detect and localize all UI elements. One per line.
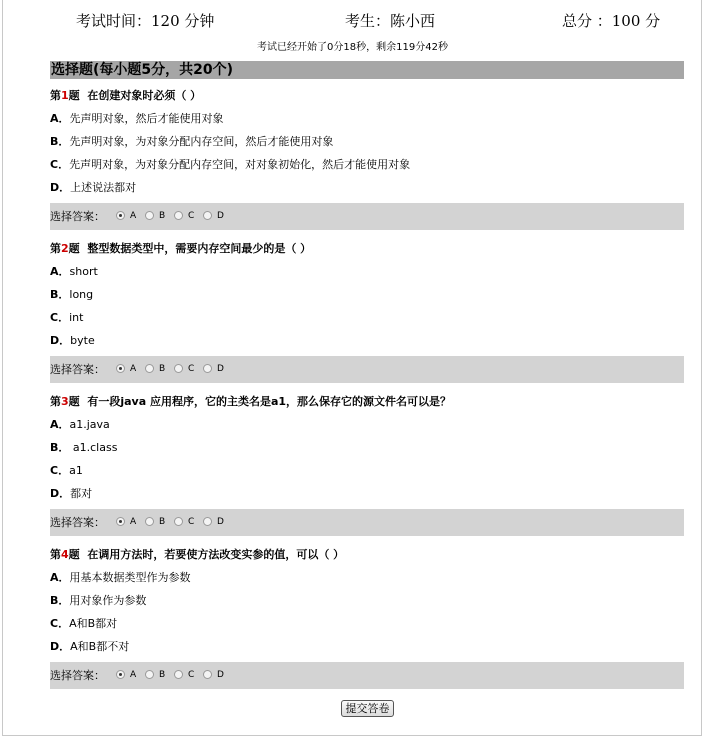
option-c: C．int <box>50 311 84 324</box>
option-a: A．a1.java <box>50 418 110 431</box>
option-a: A．用基本数据类型作为参数 <box>50 571 191 584</box>
answer-label: 选择答案： <box>50 210 105 223</box>
question-text: 在创建对象时必须（ ） <box>87 89 202 102</box>
radio-c-label: C <box>188 670 195 680</box>
radio-b-label: B <box>159 211 166 221</box>
option-d: D．byte <box>50 334 95 347</box>
option-b: B．用对象作为参数 <box>50 594 147 607</box>
answer-bar <box>50 509 684 536</box>
radio-d-label: D <box>217 517 224 527</box>
radio-c-label: C <box>188 517 195 527</box>
radio-d[interactable] <box>203 517 212 526</box>
exam-status: 考试已经开始了0分18秒，剩余119分42秒 <box>257 42 448 53</box>
option-c: C．先声明对象，为对象分配内存空间，对对象初始化，然后才能使用对象 <box>50 158 411 171</box>
radio-d[interactable] <box>203 670 212 679</box>
radio-a-label: A <box>130 517 137 527</box>
option-a: A．short <box>50 265 98 278</box>
option-b: B．long <box>50 288 94 301</box>
radio-c[interactable] <box>174 211 183 220</box>
radio-b-label: B <box>159 670 166 680</box>
option-c: C．A和B都对 <box>50 617 118 630</box>
answer-bar <box>50 356 684 383</box>
option-b: B． a1.class <box>50 441 118 454</box>
radio-c-label: C <box>188 211 195 221</box>
student-name: 考生：陈小西 <box>345 12 436 30</box>
option-b: B．先声明对象，为对象分配内存空间，然后才能使用对象 <box>50 135 334 148</box>
answer-bar <box>50 662 684 689</box>
radio-b[interactable] <box>145 364 154 373</box>
answer-label: 选择答案： <box>50 516 105 529</box>
radio-b[interactable] <box>145 670 154 679</box>
question-text: 在调用方法时，若要使方法改变实参的值，可以（ ） <box>87 548 345 561</box>
radio-a-label: A <box>130 211 137 221</box>
option-d: D．都对 <box>50 487 93 500</box>
question-title: 第1题 在创建对象时必须（ ） <box>50 89 202 102</box>
option-a: A．先声明对象，然后才能使用对象 <box>50 112 224 125</box>
radio-a-label: A <box>130 670 137 680</box>
question-text: 有一段java 应用程序，它的主类名是a1，那么保存它的源文件名可以是？ <box>87 395 452 408</box>
radio-d-label: D <box>217 364 224 374</box>
exam-header <box>0 8 705 32</box>
question-number: 1 <box>61 89 69 102</box>
question-number: 4 <box>61 548 69 561</box>
radio-d[interactable] <box>203 211 212 220</box>
answer-bar <box>50 203 684 230</box>
question-text: 整型数据类型中，需要内存空间最少的是（ ） <box>87 242 312 255</box>
radio-b[interactable] <box>145 517 154 526</box>
question-title: 第2题 整型数据类型中，需要内存空间最少的是（ ） <box>50 242 312 255</box>
option-d: D．A和B都不对 <box>50 640 130 653</box>
submit-exam-button[interactable]: 提交答卷 <box>341 700 394 717</box>
question-title: 第4题 在调用方法时，若要使方法改变实参的值，可以（ ） <box>50 548 345 561</box>
answer-label: 选择答案： <box>50 669 105 682</box>
radio-a-label: A <box>130 364 137 374</box>
exam-time: 考试时间：120 分钟 <box>76 12 215 30</box>
section-title: 选择题(每小题5分，共20个) <box>50 61 684 79</box>
radio-a[interactable] <box>116 364 125 373</box>
radio-d-label: D <box>217 670 224 680</box>
question-number: 2 <box>61 242 69 255</box>
radio-a[interactable] <box>116 517 125 526</box>
option-d: D．上述说法都对 <box>50 181 137 194</box>
question-title: 第3题 有一段java 应用程序，它的主类名是a1，那么保存它的源文件名可以是？ <box>50 395 452 408</box>
radio-d[interactable] <box>203 364 212 373</box>
answer-label: 选择答案： <box>50 363 105 376</box>
option-c: C．a1 <box>50 464 83 477</box>
radio-d-label: D <box>217 211 224 221</box>
radio-c[interactable] <box>174 364 183 373</box>
radio-c[interactable] <box>174 670 183 679</box>
radio-c-label: C <box>188 364 195 374</box>
radio-b-label: B <box>159 364 166 374</box>
question-number: 3 <box>61 395 69 408</box>
radio-a[interactable] <box>116 670 125 679</box>
radio-c[interactable] <box>174 517 183 526</box>
radio-a[interactable] <box>116 211 125 220</box>
radio-b-label: B <box>159 517 166 527</box>
radio-b[interactable] <box>145 211 154 220</box>
total-score: 总分 ：100 分 <box>562 12 661 30</box>
